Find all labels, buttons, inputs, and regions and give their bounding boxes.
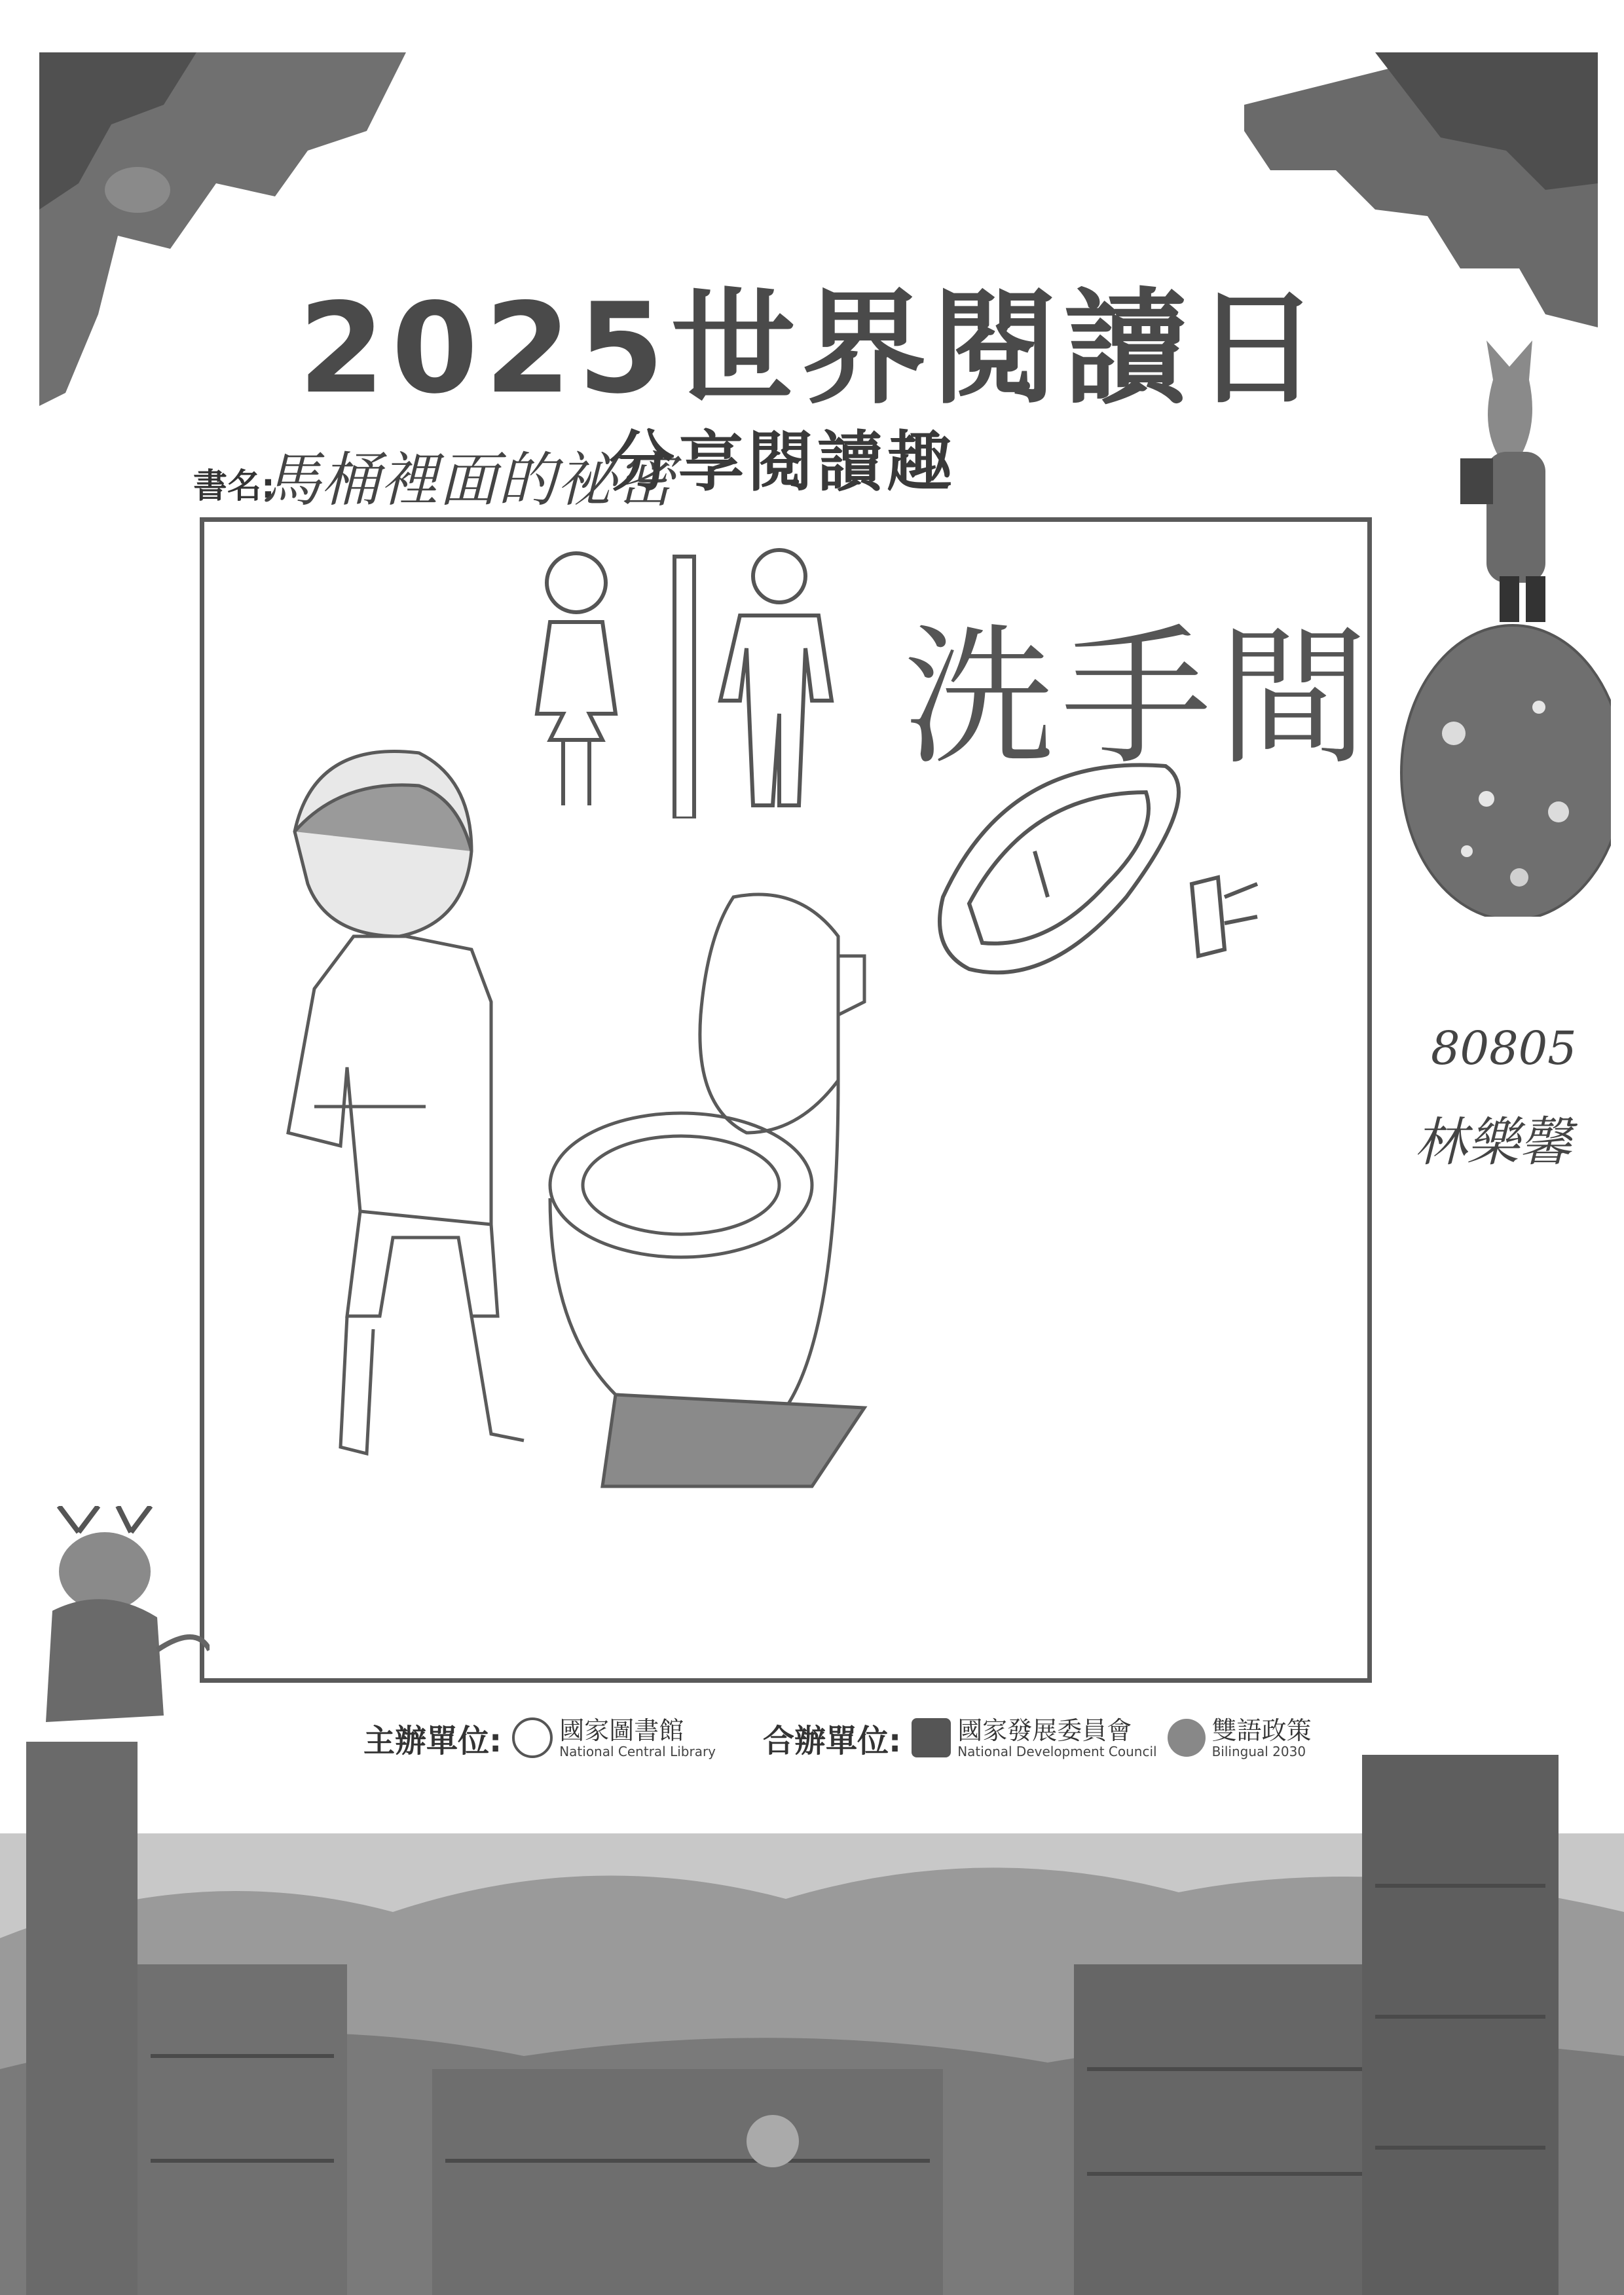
co-organizer-label: 合辦單位:: [763, 1723, 902, 1759]
fox-on-planet-illustration: [1388, 340, 1611, 917]
ndc-name-zh: 國家發展委員會: [957, 1716, 1132, 1745]
organizer-label: 主辦單位:: [363, 1723, 502, 1759]
student-id-handwritten: 80805: [1431, 1021, 1577, 1075]
student-name-handwritten: 林樂馨: [1414, 1112, 1572, 1173]
ncl-name-en: National Central Library: [559, 1744, 716, 1760]
ndc-name-en: National Development Council: [957, 1744, 1157, 1760]
page-subtitle: 分享閱讀趣: [609, 424, 956, 500]
book-title-handwritten: 馬桶裡面的祕密: [262, 446, 674, 515]
page-title: 2025世界閱讀日: [298, 276, 1326, 421]
boy-and-toilet-drawing: [275, 740, 995, 1513]
sink-and-soap-drawing: [930, 753, 1270, 1002]
ncl-name-zh: 國家圖書館: [559, 1716, 684, 1745]
bilingual-name-zh: 雙語政策: [1211, 1716, 1312, 1745]
deer-illustration: [26, 1506, 210, 1755]
bookshelf-landscape-illustration: [0, 1742, 1624, 2295]
bilingual-name-en: Bilingual 2030: [1211, 1744, 1306, 1760]
book-title-label: 書名:: [193, 467, 275, 506]
restroom-sign-text: 洗手間: [904, 611, 1376, 786]
